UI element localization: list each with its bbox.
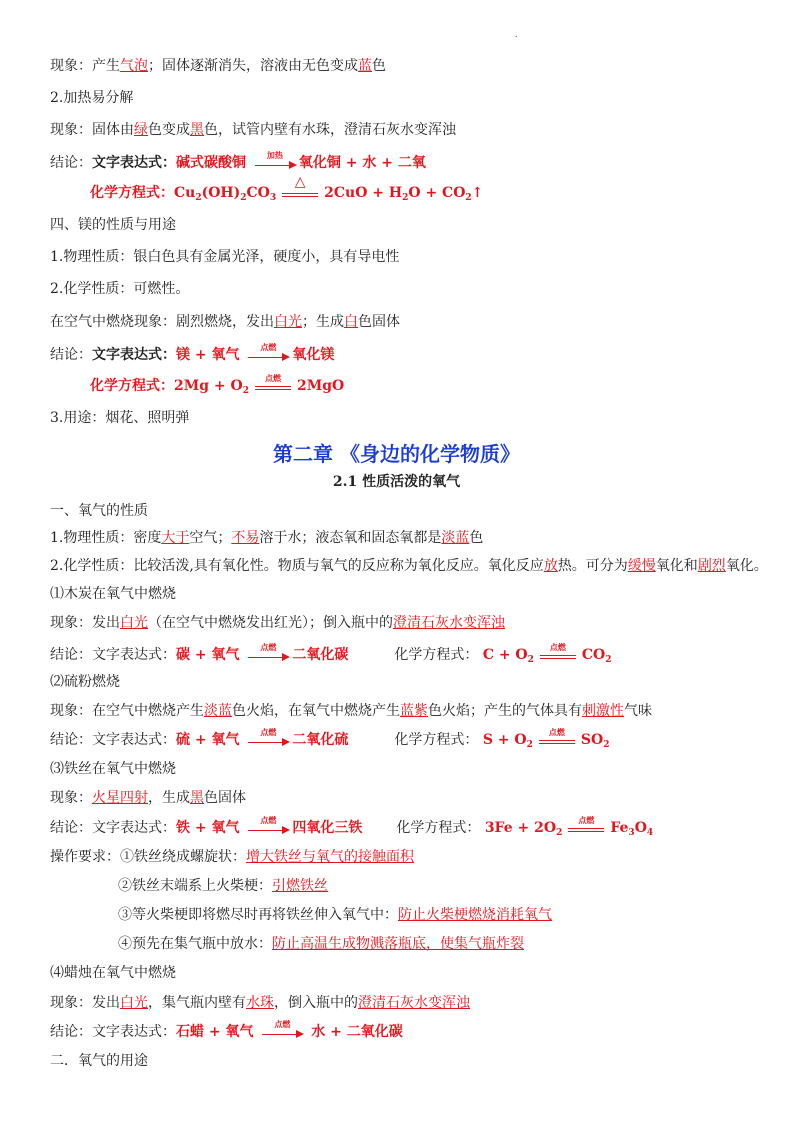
text: 2.化学性质：可燃性。 xyxy=(50,281,190,297)
text: 现象：发出 xyxy=(50,615,120,631)
answer-highlight: 绿 xyxy=(134,122,148,138)
text: 在空气中燃烧现象：剧烈燃烧，发出 xyxy=(50,314,274,330)
text: 氧化。 xyxy=(725,558,768,574)
formula-text: (OH) xyxy=(201,185,241,201)
answer-highlight: 防止高温生成物溅落瓶底，使集气瓶炸裂 xyxy=(272,936,524,952)
formula-text: Fe xyxy=(610,820,629,836)
text: 化学方程式： xyxy=(396,820,485,836)
text: 氧化和 xyxy=(655,558,698,574)
reaction-condition: 点燃 xyxy=(260,815,277,825)
reaction-arrow xyxy=(246,342,290,363)
text: ⑷蜡烛在氧气中燃烧 xyxy=(50,965,176,981)
reaction-condition: 点燃 xyxy=(260,727,277,737)
text-line xyxy=(50,501,148,521)
reaction-condition: 点燃 xyxy=(260,342,277,352)
text-line xyxy=(50,120,456,140)
text: 1.物理性质：密度 xyxy=(50,530,162,546)
formula-text: 碳 + 氧气 xyxy=(176,647,245,663)
chapter-title: 第二章 《身边的化学物质》 xyxy=(273,442,520,466)
text-line xyxy=(50,759,176,779)
equals-line xyxy=(539,743,575,744)
answer-highlight: 剧烈 xyxy=(697,558,726,574)
text-line xyxy=(50,993,470,1013)
formula-text: 氧化铜 + 水 + 二氧 xyxy=(298,155,426,171)
answer-highlight: 刺激性 xyxy=(582,703,624,719)
text: ，生成 xyxy=(148,790,190,806)
text-line xyxy=(50,642,612,670)
formula-text: C + O xyxy=(482,647,528,663)
text-line xyxy=(50,727,610,755)
formula-text: CO xyxy=(581,647,606,663)
text-line xyxy=(50,150,426,173)
text-line xyxy=(50,1051,148,1071)
formula-text: CO xyxy=(246,185,270,201)
subscript: 3 xyxy=(269,193,277,203)
text: 现象：在空气中燃烧产生 xyxy=(50,703,204,719)
text: 色固体 xyxy=(204,790,246,806)
text-line xyxy=(50,56,386,76)
text: 结论：文字表达式： xyxy=(50,647,176,663)
text: （在空气中燃烧发出红光）；倒入瓶中的 xyxy=(148,615,393,631)
subscript: 2 xyxy=(605,655,612,665)
reaction-condition: △ xyxy=(294,174,306,190)
answer-highlight: 防止火柴梗燃烧消耗氧气 xyxy=(398,907,552,923)
reaction-condition: 点燃 xyxy=(264,373,281,383)
subscript: 2 xyxy=(556,828,563,838)
text: ③等火柴梗即将燃尽时再将铁丝伸入氧气中： xyxy=(118,907,398,923)
arrow-head-icon xyxy=(289,161,297,169)
text-line xyxy=(90,373,345,401)
text-line xyxy=(50,584,176,604)
text: 空气； xyxy=(189,530,232,546)
answer-highlight: 淡蓝 xyxy=(441,530,470,546)
reaction-equals xyxy=(255,373,291,394)
formula-text: 氧化镁 xyxy=(292,347,335,363)
arrow-head-icon xyxy=(282,653,290,661)
subscript: 2 xyxy=(526,740,533,750)
text-line xyxy=(50,613,505,633)
formula-text: 镁 + 氧气 xyxy=(176,347,245,363)
text: 溶于水；液态氧和固态氧都是 xyxy=(259,530,442,546)
text: 结论：文字表达式： xyxy=(50,732,176,748)
text: 热。可分为 xyxy=(557,558,628,574)
text: 3.用途：烟花、照明弹 xyxy=(50,410,190,426)
text: ，倒入瓶中的 xyxy=(274,995,358,1011)
text: 色变成 xyxy=(148,122,190,138)
text: 现象： xyxy=(50,790,92,806)
reaction-condition: 点燃 xyxy=(260,642,277,652)
answer-highlight: 水珠 xyxy=(246,995,274,1011)
text: ②铁丝末端系上火柴梗： xyxy=(118,878,272,894)
reaction-condition: 点燃 xyxy=(578,815,595,825)
text-line xyxy=(50,279,189,299)
formula-text: 2MgO xyxy=(296,378,345,394)
arrow-shaft xyxy=(248,830,284,831)
text: 化学方程式： xyxy=(394,732,483,748)
answer-highlight: 白光 xyxy=(120,615,148,631)
arrow-head-icon xyxy=(282,738,290,746)
reaction-arrow xyxy=(253,150,297,171)
text-line xyxy=(50,815,654,843)
formula-text: 四氧化三铁 xyxy=(292,820,363,836)
text-line xyxy=(50,247,399,267)
text: 现象：发出 xyxy=(50,995,120,1011)
text-line xyxy=(50,847,414,867)
formula-text: 3Fe + 2O xyxy=(484,820,557,836)
equals-line xyxy=(282,193,318,194)
text-line xyxy=(118,876,328,896)
formula-text: 铁 + 氧气 xyxy=(176,820,245,836)
text: 结论：文字表达式： xyxy=(50,820,176,836)
answer-highlight: 蓝紫 xyxy=(400,703,428,719)
answer-highlight: 放 xyxy=(543,558,558,574)
reaction-equals xyxy=(282,174,318,201)
text-line xyxy=(50,312,400,332)
text-line xyxy=(50,788,246,808)
answer-highlight: 缓慢 xyxy=(627,558,656,574)
formula-text: 硫 + 氧气 xyxy=(176,732,245,748)
equals-line xyxy=(255,386,291,387)
subscript: 2 xyxy=(242,386,249,396)
subscript: 3 xyxy=(628,828,635,838)
text: 操作要求：①铁丝绕成螺旋状： xyxy=(50,849,246,865)
answer-highlight: 气泡 xyxy=(120,58,148,74)
text: 色火焰，在氧气中燃烧产生 xyxy=(232,703,400,719)
equals-line xyxy=(255,389,291,390)
subscript: 2 xyxy=(195,193,202,203)
text: 现象：固体由 xyxy=(50,122,134,138)
text-line xyxy=(50,963,176,983)
text: 色 xyxy=(372,58,386,74)
subscript: 2 xyxy=(527,655,534,665)
reaction-arrow xyxy=(260,1019,304,1040)
answer-highlight: 淡蓝 xyxy=(204,703,232,719)
reaction-condition: 点燃 xyxy=(274,1019,291,1029)
answer-highlight: 白光 xyxy=(120,995,148,1011)
text-line xyxy=(50,701,652,721)
text-line xyxy=(50,215,176,235)
arrow-head-icon xyxy=(282,353,290,361)
text: ；固体逐渐消失，溶液由无色变成 xyxy=(148,58,358,74)
reaction-arrow xyxy=(246,727,290,748)
text: 色固体 xyxy=(358,314,400,330)
text-line xyxy=(50,88,133,108)
equals-line xyxy=(540,655,576,656)
reaction-arrow xyxy=(246,815,290,836)
section-title: 2.1 性质活泼的氧气 xyxy=(332,474,461,490)
equals-line xyxy=(568,828,604,829)
arrow-shaft xyxy=(248,742,284,743)
text: 结论：文字表达式： xyxy=(50,1024,176,1040)
formula-text: 化学方程式：Cu xyxy=(90,185,196,201)
subscript: 2 xyxy=(603,740,610,750)
text: 结论： xyxy=(50,347,92,363)
text: 一、氧气的性质 xyxy=(50,503,148,519)
text-line xyxy=(50,556,768,576)
reaction-condition: 点燃 xyxy=(549,642,566,652)
text: ④预先在集气瓶中放水： xyxy=(118,936,272,952)
text: ，集气瓶内壁有 xyxy=(148,995,246,1011)
text: 1.物理性质：银白色具有金属光泽，硬度小，具有导电性 xyxy=(50,249,400,265)
arrow-shaft xyxy=(262,1034,298,1035)
subscript: 2 xyxy=(465,193,472,203)
equals-line xyxy=(540,658,576,659)
answer-highlight: 火星四射 xyxy=(92,790,148,806)
equals-line xyxy=(539,740,575,741)
text-line xyxy=(50,528,483,548)
equals-line xyxy=(282,196,318,197)
corner-mark: . xyxy=(515,30,518,39)
formula-text: 石蜡 + 氧气 xyxy=(176,1024,259,1040)
text: 结论： xyxy=(50,155,92,171)
formula-text: 水 + 二氧化碳 xyxy=(306,1024,403,1040)
formula-text: 化学方程式：2Mg + O xyxy=(90,378,243,394)
formula-text: S + O xyxy=(482,732,527,748)
reaction-equals xyxy=(540,642,576,663)
text: 色，试管内壁有水珠，澄清石灰水变浑浊 xyxy=(204,122,456,138)
text: 2.加热易分解 xyxy=(50,90,134,106)
answer-highlight: 不易 xyxy=(231,530,260,546)
text: ⑶铁丝在氧气中燃烧 xyxy=(50,761,176,777)
text-line xyxy=(118,934,524,954)
text: 色 xyxy=(469,530,484,546)
text: 色火焰；产生的气体具有 xyxy=(428,703,582,719)
reaction-arrow xyxy=(246,642,290,663)
answer-highlight: 白 xyxy=(344,314,358,330)
formula-text: 2CuO + H xyxy=(324,185,403,201)
answer-highlight: 澄清石灰水变浑浊 xyxy=(358,995,470,1011)
arrow-head-icon xyxy=(296,1030,304,1038)
text: 化学方程式： xyxy=(394,647,483,663)
text-line xyxy=(50,672,120,692)
formula-text: 二氧化碳 xyxy=(292,647,349,663)
formula-text: 二氧化硫 xyxy=(292,732,349,748)
text: 文字表达式： xyxy=(92,347,176,363)
answer-highlight: 黑 xyxy=(190,122,204,138)
formula-text: SO xyxy=(580,732,604,748)
text: ；生成 xyxy=(302,314,344,330)
text: 四、镁的性质与用途 xyxy=(50,217,176,233)
subscript: 2 xyxy=(240,193,247,203)
text: 文字表达式： xyxy=(92,155,176,171)
subscript: 4 xyxy=(646,828,654,838)
reaction-condition: 点燃 xyxy=(548,727,565,737)
answer-highlight: 增大铁丝与氧气的接触面积 xyxy=(246,849,414,865)
answer-highlight: 黑 xyxy=(190,790,204,806)
text: ⑵硫粉燃烧 xyxy=(50,674,120,690)
formula-text: O xyxy=(634,820,647,836)
arrow-shaft xyxy=(255,165,291,166)
answer-highlight: 白光 xyxy=(274,314,302,330)
reaction-equals xyxy=(568,815,604,836)
text-line xyxy=(118,905,552,925)
formula-text: O + CO xyxy=(408,185,466,201)
arrow-shaft xyxy=(248,657,284,658)
text: 二．氧气的用途 xyxy=(50,1053,148,1069)
text: ⑴木炭在氧气中燃烧 xyxy=(50,586,176,602)
reaction-equals xyxy=(539,727,575,748)
text: 现象：产生 xyxy=(50,58,120,74)
text-line xyxy=(50,408,189,428)
text-line xyxy=(50,1019,403,1042)
text-line xyxy=(90,174,484,208)
answer-highlight: 澄清石灰水变浑浊 xyxy=(393,615,505,631)
subscript: 2 xyxy=(402,193,409,203)
equals-line xyxy=(568,831,604,832)
arrow-shaft xyxy=(248,357,284,358)
text: 2.化学性质：比较活泼,具有氧化性。物质与氧气的反应称为氧化反应。氧化反应 xyxy=(50,558,544,574)
answer-highlight: 大于 xyxy=(161,530,190,546)
formula-text: ↑ xyxy=(471,185,484,201)
answer-highlight: 蓝 xyxy=(358,58,372,74)
arrow-head-icon xyxy=(282,826,290,834)
text: 气味 xyxy=(624,703,652,719)
text-line xyxy=(50,342,335,365)
reaction-condition: 加热 xyxy=(266,150,283,160)
formula-text: 碱式碳酸铜 xyxy=(176,155,251,171)
answer-highlight: 引燃铁丝 xyxy=(272,878,328,894)
